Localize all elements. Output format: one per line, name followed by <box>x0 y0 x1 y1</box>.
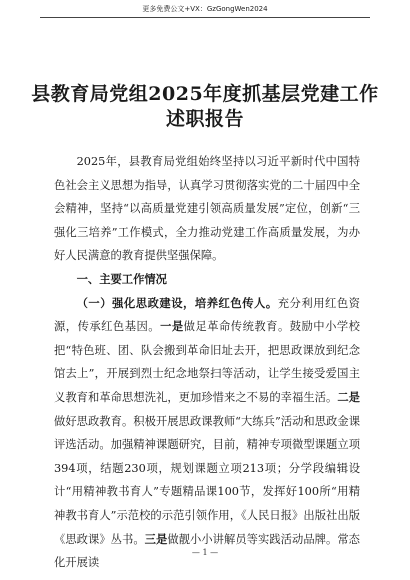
subsection-lead: （一）强化思政建设，培养红色传人。 <box>76 296 278 310</box>
section-paragraph <box>54 292 360 575</box>
page-number: — 1 — <box>191 548 219 557</box>
title-line-1: 县教育局党组2025年度抓基层党建工作 <box>31 83 379 105</box>
paragraph-text: 做好思政教育。积极开展思政课教师“大练兵”活动和思政金课评选活动。加强精神课题研究，目前，精神专项微型课题立项394项，结题230项，规划课题立项213项；分学段编辑设计“用精神教书育人”专题精品课100节，发挥好100所“用精神教书育人”示范校的示范引领作用，《人民日报》出版社出版《思政课》丛书。 <box>54 414 360 546</box>
item-marker-3: 三是 <box>144 532 168 546</box>
section-heading: 一、主要工作情况 <box>76 271 167 286</box>
document-body <box>54 150 360 575</box>
intro-paragraph: 2025年，县教育局党组始终坚持以习近平新时代中国特色社会主义思想为指导，认真学习贯彻落实党的二十届四中全会精神，坚持“以高质量党建引领高质量发展”定位，创新“三强化三培养”工作模式，全力推动党建工作高质量发展，为办好人民满意的教育提供坚强保障。 <box>54 155 360 263</box>
header-note: 更多免费公文+VX：GzGongWen2024 <box>142 5 268 13</box>
header-divider <box>40 17 370 18</box>
title-line-2: 述职报告 <box>165 108 244 130</box>
paragraph-text: 做靓小小讲解员等实践活动品牌。常态化开展读 <box>54 532 360 570</box>
paragraph-text: 充分利用红色资源，传承红色基因。 <box>54 296 360 334</box>
paragraph-text: 做足革命传统教育。鼓励中小学校把“特色班、团、队会搬到革命旧址去开，把思政课放到纪念馆去上”，开展到烈士纪念地祭扫等活动，让学生接受爱国主义教育和革命思想洗礼，更加珍惜来之不易的幸福生活。 <box>54 320 360 404</box>
item-marker-1: 一是 <box>160 320 184 334</box>
item-marker-2: 二是 <box>337 390 360 404</box>
document-title <box>30 82 380 132</box>
